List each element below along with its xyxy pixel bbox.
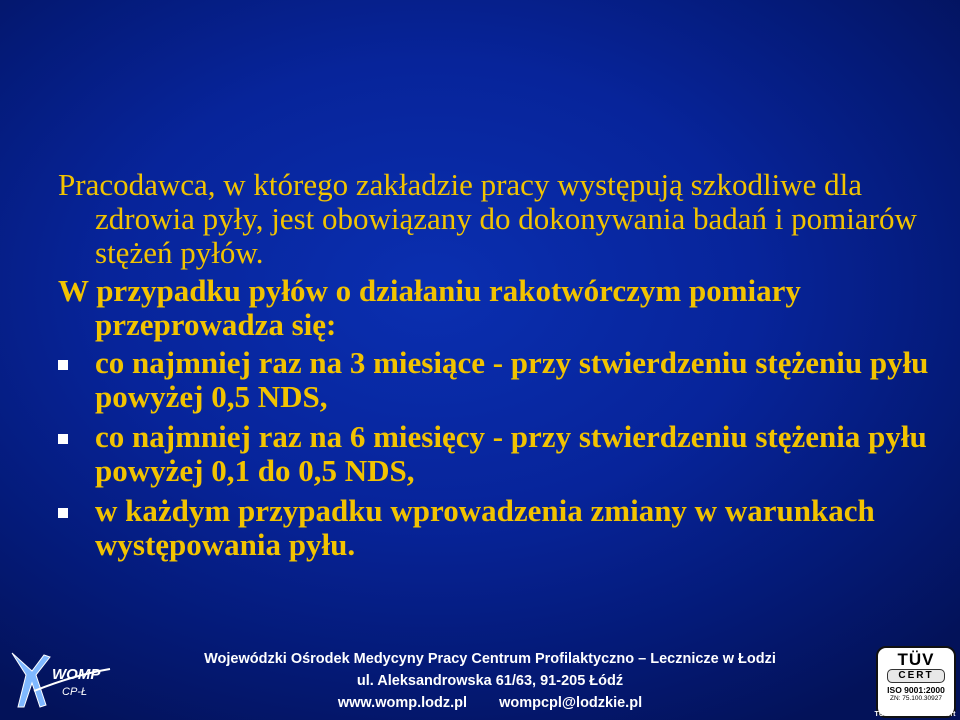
square-bullet-icon xyxy=(58,434,68,444)
tuv-issuer: TÜV Rheinland InterCert xyxy=(874,711,956,718)
square-bullet-icon xyxy=(58,360,68,370)
email-link[interactable]: wompcpl@lodzkie.pl xyxy=(499,695,643,711)
tuv-label: TÜV xyxy=(897,650,935,669)
paragraph-employer-obligation: Pracodawca, w którego zakładzie pracy występują szkodliwe dla zdrowia pyły, jest obowiązany do dokonywania badań i pomiarów stężeń pyłów. xyxy=(58,167,917,270)
cert-number: ZN: 75.100.30927 xyxy=(889,695,943,702)
list-item xyxy=(58,346,938,414)
website-link[interactable]: www.womp.lodz.pl xyxy=(337,695,468,711)
institution-name: Wojewódzki Ośrodek Medycyny Pracy Centrum Profilaktyczno – Lecznicze w Łodzi xyxy=(204,651,776,667)
square-bullet-icon xyxy=(58,508,68,518)
iso-label: ISO 9001:2000 xyxy=(887,685,945,695)
paragraph-carcinogenic-dust: W przypadku pyłów o działaniu rakotwórczym pomiary przeprowadza się: xyxy=(58,273,801,342)
list-item-text: co najmniej raz na 3 miesiące - przy stwierdzeniu stężeniu pyłu powyżej 0,5 NDS, xyxy=(95,345,929,414)
list-item-text: w każdym przypadku wprowadzenia zmiany w warunkach występowania pyłu. xyxy=(95,493,875,562)
address: ul. Aleksandrowska 61/63, 91-205 Łódź xyxy=(356,673,624,689)
contact-line xyxy=(150,692,830,714)
logo-subtext: CP-Ł xyxy=(62,686,88,698)
measurement-frequency-list xyxy=(58,346,938,562)
tuv-certificate-badge xyxy=(876,646,956,718)
slide-body xyxy=(58,168,938,568)
list-item xyxy=(58,494,938,562)
list-item xyxy=(58,420,938,488)
logo-wordmark: WOMP xyxy=(52,666,101,683)
cert-label: CERT xyxy=(887,669,945,683)
list-item-text: co najmniej raz na 6 miesięcy - przy stwierdzeniu stężenia pyłu powyżej 0,1 do 0,5 NDS, xyxy=(95,419,927,488)
womp-logo xyxy=(4,645,114,715)
footer-contact xyxy=(150,648,830,714)
